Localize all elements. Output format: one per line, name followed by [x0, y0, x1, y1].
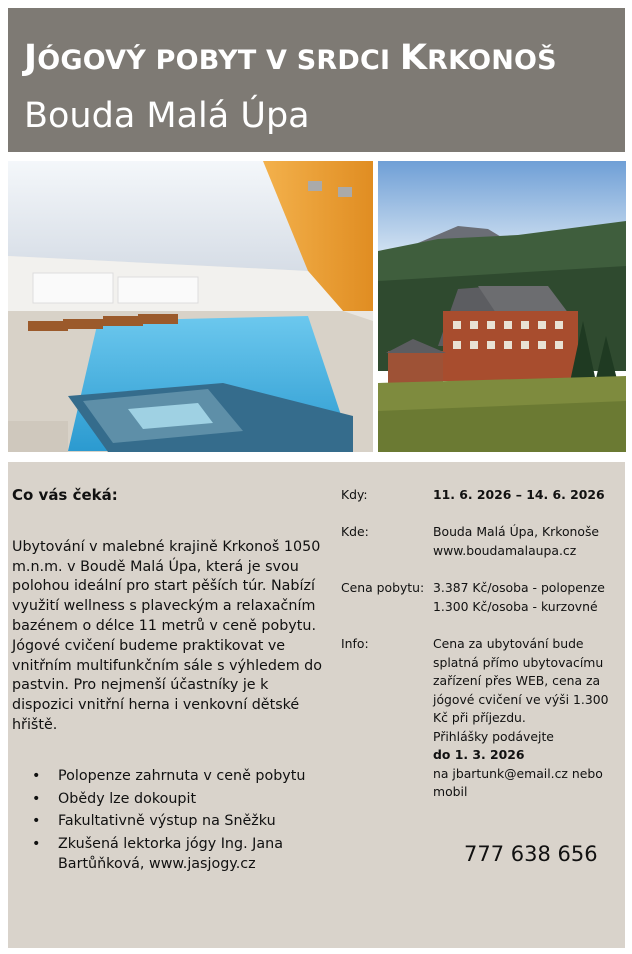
info-label: Info: [341, 636, 369, 651]
when-label: Kdy: [341, 487, 368, 502]
phone-number[interactable]: 777 638 656 [464, 842, 598, 866]
price-label: Cena pobytu: [341, 580, 425, 595]
lodge-photo [378, 161, 626, 452]
list-item: • Polopenze zahrnuta v ceně pobytu [32, 767, 306, 784]
list-item: • Fakultativně výstup na Sněžku [32, 813, 276, 830]
info-value [433, 635, 625, 802]
list-item: • Obědy lze dokoupit [32, 790, 197, 807]
page-title: JÓGOVÝ POBYT V SRDCI KRKONOŠ [24, 38, 557, 78]
description-text: Ubytování v malebné krajině Krkonoš 1050 m.n.m. v Boudě Malá Úpa, která je svou polohou ideální pro start pěších túr. Nabízí využití wellness s plaveckým a relaxačním bazénem o délce 11 metrů v ceně pobytu. Jógové cvičení budeme praktikovat ve vnitřním multifunkčním sále s výhledem do pastvin. Pro nejmenší účastníky je k dispozici vnitřní herna i venkovní dětské hřiště. [12, 538, 323, 733]
header-banner [8, 8, 625, 152]
where-value: Bouda Malá Úpa, Krkonoše www.boudamalaupa.cz [433, 523, 625, 560]
website-link[interactable]: www.boudamalaupa.cz [433, 542, 577, 558]
feature-list [12, 767, 322, 875]
price-value: 3.387 Kč/osoba - polopenze 1.300 Kč/osoba - kurzovné [433, 580, 605, 614]
section-heading: Co vás čeká: [12, 486, 118, 504]
where-label: Kde: [341, 524, 369, 539]
signup-text: Přihlášky podávejte [433, 728, 554, 744]
signup-deadline: do 1. 3. 2026 [433, 747, 525, 762]
payment-info-text: Cena za ubytování bude splatná přímo ubytovacímu zařízení přes WEB, cena za jógové cvičení ve výši 1.300 Kč při příjezdu. [433, 636, 609, 725]
list-item: • Zkušená lektorka jógy Ing. Jana Bartůňková, www.jasjogy.cz [32, 836, 283, 872]
info-panel [8, 462, 625, 948]
pool-photo [8, 161, 373, 452]
contact-text: na jbartunk@email.cz nebo mobil [433, 765, 603, 799]
page-subtitle: Bouda Malá Úpa [24, 96, 310, 136]
when-value: 11. 6. 2026 – 14. 6. 2026 [433, 487, 605, 502]
description-column [12, 486, 322, 878]
